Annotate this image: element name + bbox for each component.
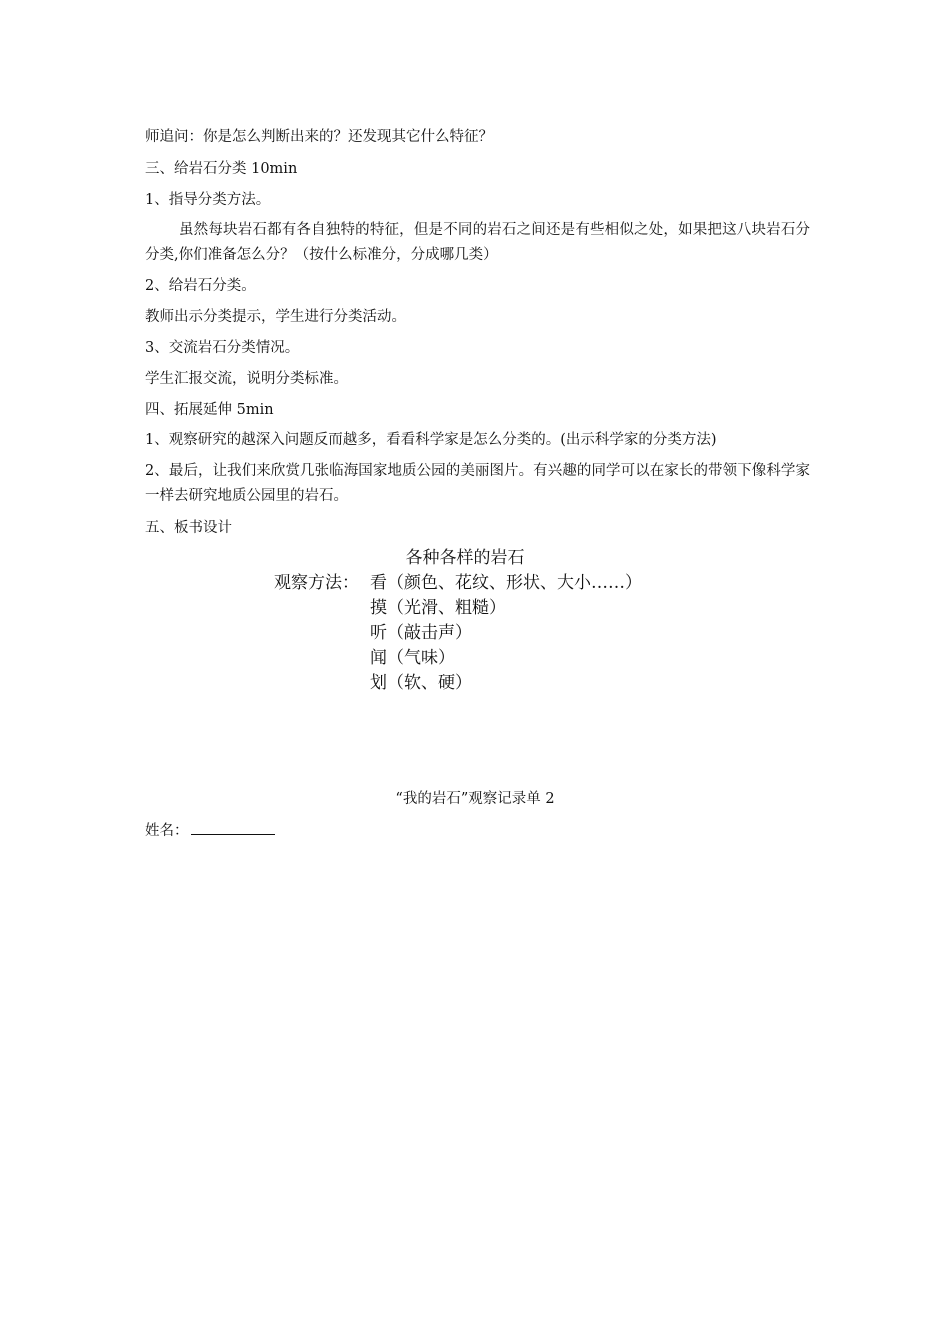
record-sheet-title: “我的岩石”观察记录单 2 [395,791,555,807]
student-report: 学生汇报交流，说明分类标准。 [145,371,348,387]
step-exchange: 3、交流岩石分类情况。 [145,340,300,356]
step-classify: 2、给岩石分类。 [145,278,256,294]
board-item-listen: 听（敲击声） [370,623,472,643]
board-item-smell: 闻（气味） [370,648,455,668]
section-five-heading: 五、板书设计 [145,520,232,536]
board-method-label: 观察方法： [274,573,359,593]
paragraph-classification-intro: 虽然每块岩石都有各自独特的特征，但是不同的岩石之间还是有些相似之处，如果把这八块岩石分分类,你们准备怎么分？（按什么标准分，分成哪几类） [145,222,810,263]
extension-item-2: 2、最后，让我们来欣赏几张临海国家地质公园的美丽图片。有兴趣的同学可以在家长的带领下像科学家一样去研究地质公园里的岩石。 [145,463,810,504]
step-guide-method: 1、指导分类方法。 [145,192,271,208]
name-label: 姓名： [145,823,189,839]
section-four-heading: 四、拓展延伸 5min [145,402,274,418]
board-item-look: 看（颜色、花纹、形状、大小……） [370,573,642,593]
board-item-scratch: 划（软、硬） [370,673,472,693]
board-item-touch: 摸（光滑、粗糙） [370,598,506,618]
name-blank-line [191,820,275,835]
extension-item-1: 1、观察研究的越深入问题反而越多，看看科学家是怎么分类的。(出示科学家的分类方法) [145,432,717,448]
follow-up-question: 师追问：你是怎么判断出来的？还发现其它什么特征？ [145,129,493,145]
name-field-row [145,820,275,841]
teacher-prompt: 教师出示分类提示，学生进行分类活动。 [145,309,406,325]
section-three-heading: 三、给岩石分类 10min [145,161,298,177]
board-title: 各种各样的岩石 [405,548,525,568]
